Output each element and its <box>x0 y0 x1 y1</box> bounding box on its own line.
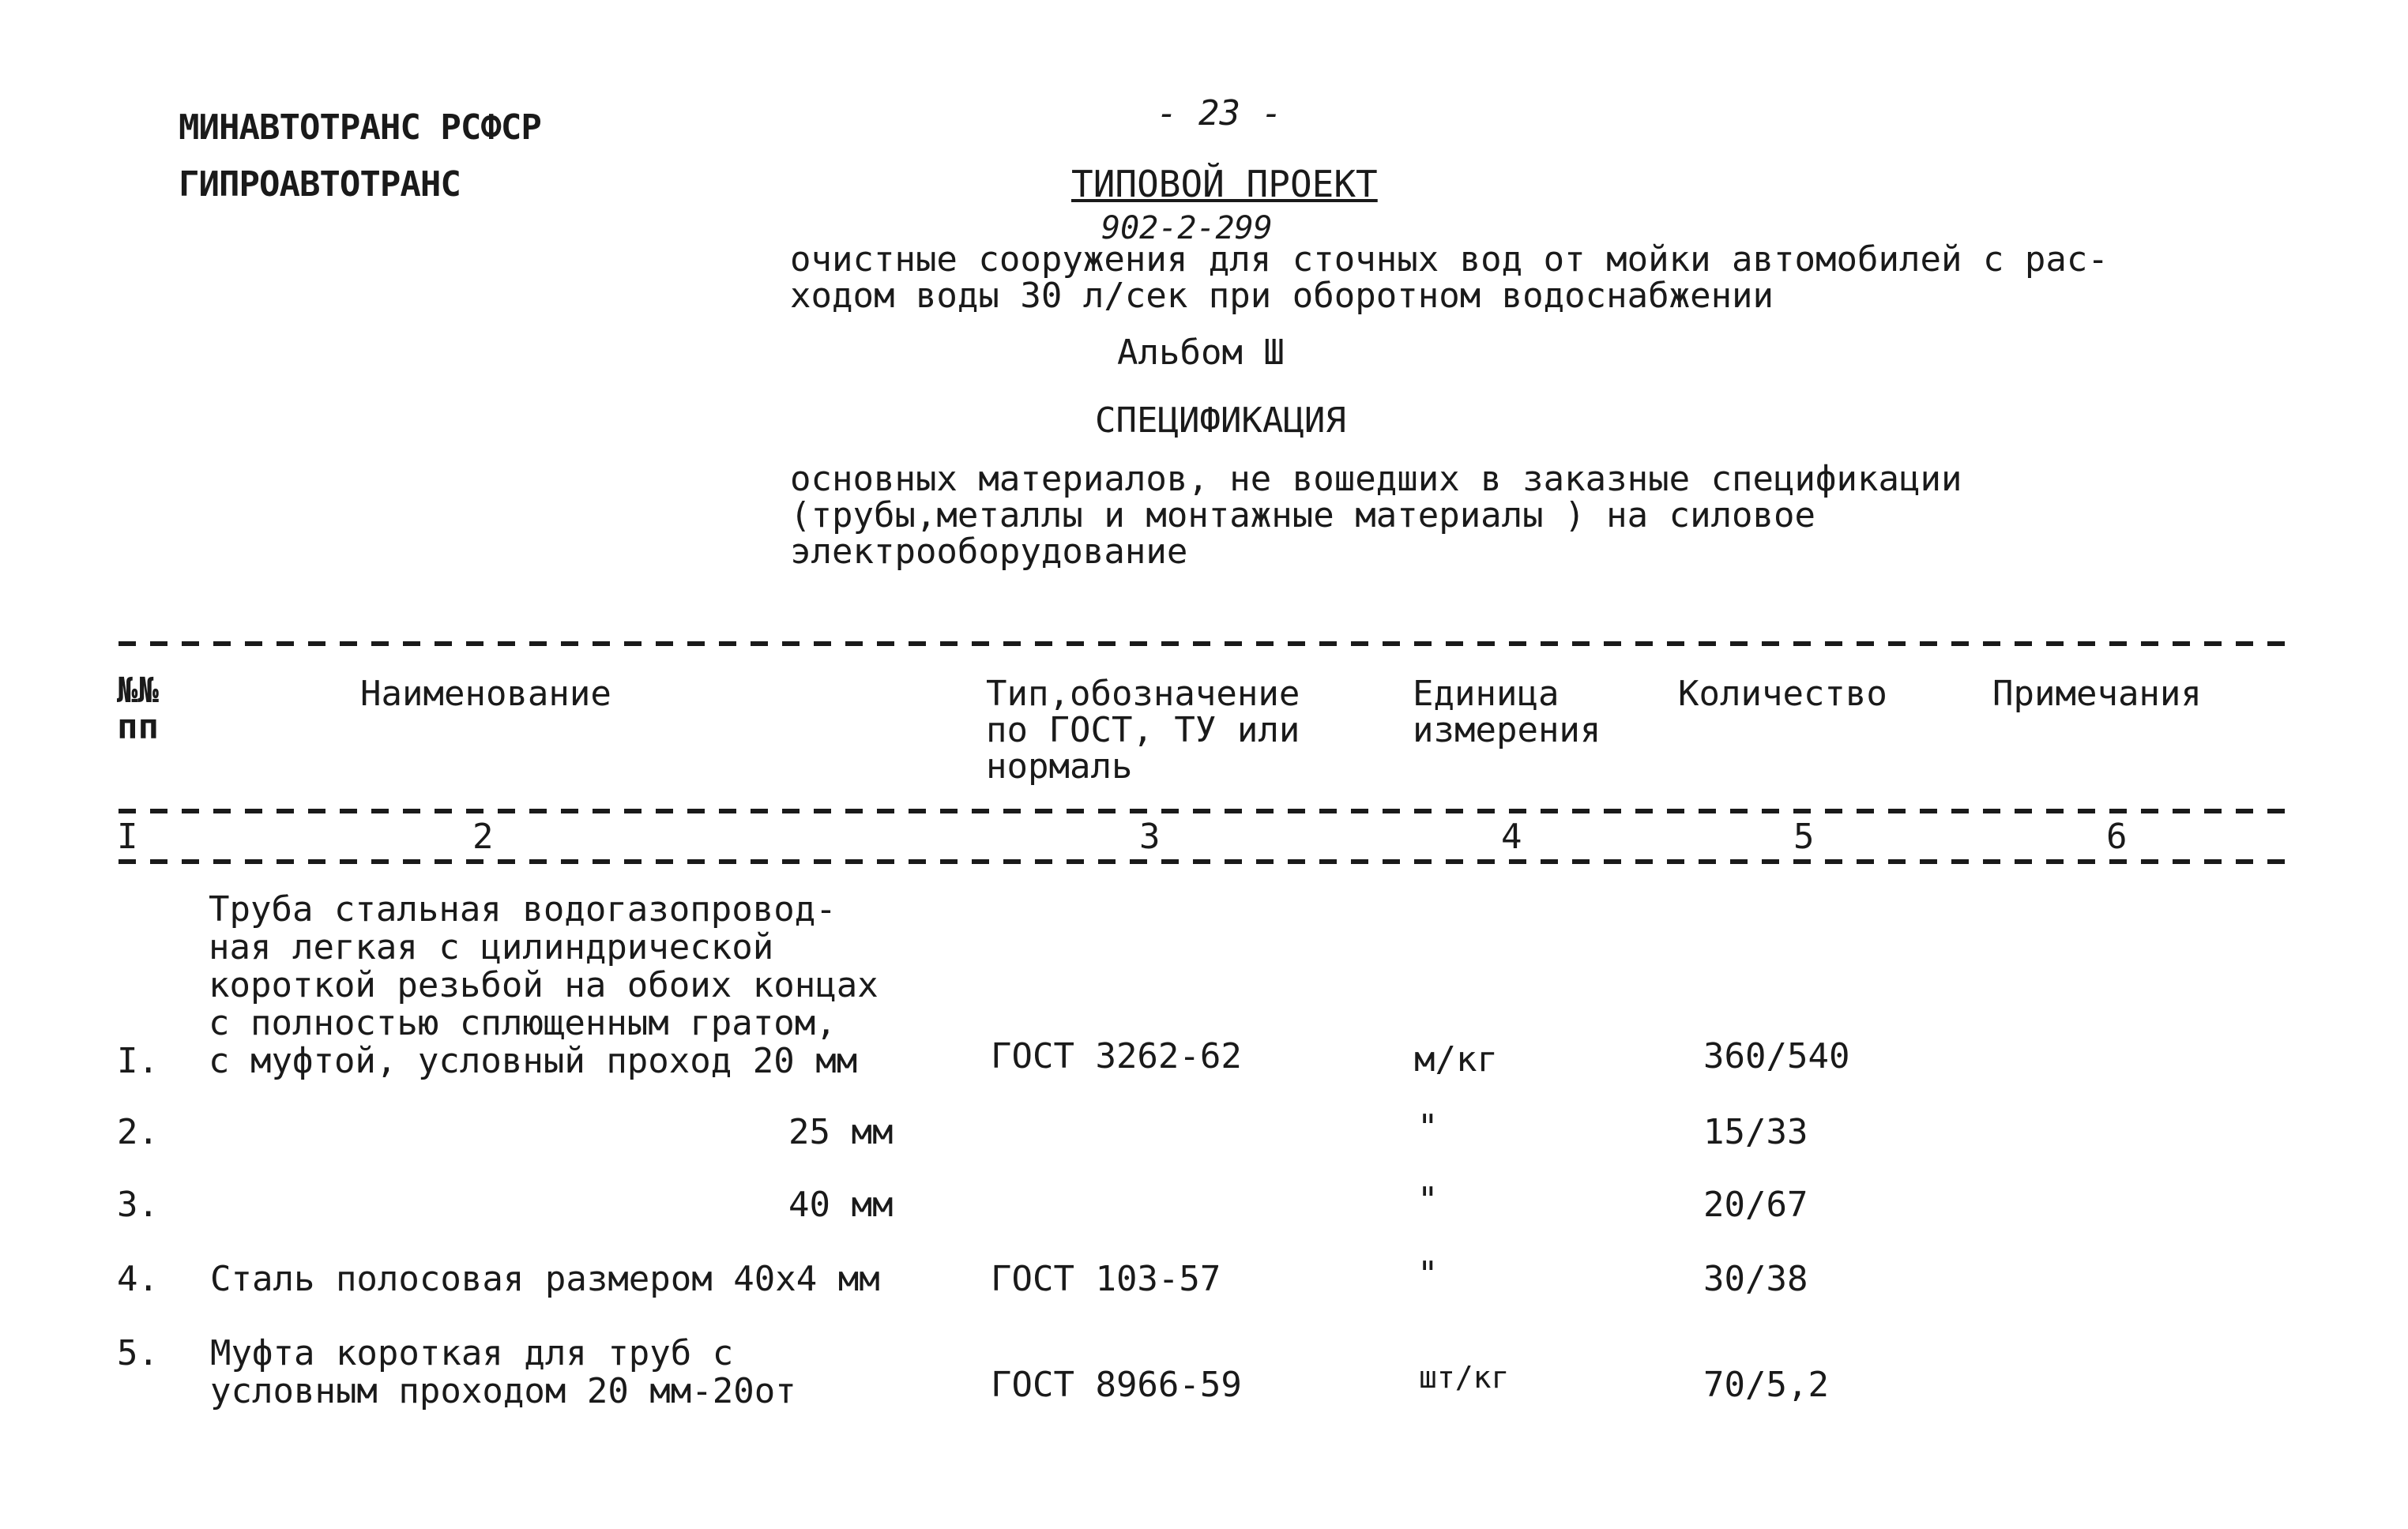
table-header-rule <box>119 809 2286 813</box>
row-4-unit: " <box>1417 1254 1439 1294</box>
row-2-number: 2. <box>117 1112 159 1152</box>
specification-title: СПЕЦИФИКАЦИЯ <box>1095 400 1346 441</box>
column-number-3: 3 <box>1139 817 1161 857</box>
row-4-gost: ГОСТ 103-57 <box>991 1259 1221 1299</box>
project-code: 902-2-299 <box>1101 210 1273 246</box>
specification-line-1: основных материалов, не вошедших в заказные спецификации <box>790 459 1962 499</box>
row-5-name: Муфта короткая для труб с условным проходом 20 мм-20от <box>210 1333 796 1411</box>
row-4-number: 4. <box>117 1259 159 1299</box>
row-5-quantity: 70/5,2 <box>1703 1365 1829 1405</box>
row-4-name: Сталь полосовая размером 40х4 мм <box>210 1259 880 1299</box>
column-number-5: 5 <box>1793 817 1815 857</box>
row-5-gost: ГОСТ 8966-59 <box>991 1365 1242 1405</box>
row-5-number: 5. <box>117 1333 159 1373</box>
row-2-name: 25 мм <box>788 1112 894 1152</box>
header-type: Тип,обозначение по ГОСТ, ТУ или нормаль <box>986 674 1300 787</box>
header-unit: Единица измерения <box>1413 674 1601 750</box>
column-numbers-rule <box>119 859 2286 864</box>
specification-line-2: (трубы,металлы и монтажные материалы ) на силовое <box>790 495 1816 535</box>
project-title: ТИПОВОЙ ПРОЕКТ <box>1071 163 1378 205</box>
column-number-2: 2 <box>472 817 494 857</box>
table-top-rule <box>119 641 2286 646</box>
row-1-number: I. <box>117 1041 159 1081</box>
row-2-unit: " <box>1417 1107 1439 1148</box>
column-number-4: 4 <box>1501 817 1522 857</box>
row-3-number: 3. <box>117 1185 159 1225</box>
column-number-6: 6 <box>2106 817 2128 857</box>
album-label: Альбом Ш <box>1117 332 1285 373</box>
row-1-quantity: 360/540 <box>1703 1036 1850 1076</box>
row-1-gost: ГОСТ 3262-62 <box>991 1036 1242 1076</box>
description-line-1: очистные сооружения для сточных вод от мойки автомобилей с рас- <box>790 239 2109 280</box>
header-notes: Примечания <box>1992 674 2202 714</box>
row-5-unit: шт/кг <box>1419 1360 1510 1395</box>
column-number-1: I <box>117 817 138 857</box>
header-name: Наименование <box>360 674 611 714</box>
row-3-name: 40 мм <box>788 1185 894 1225</box>
header-number: №№ пп <box>117 671 159 747</box>
specification-line-3: электрооборудование <box>790 532 1188 572</box>
row-1-name: Труба стальная водогазопровод- ная легкая с цилиндрической короткой резьбой на обоих концах с полностью сплющенным гратом, с муфтой, условный проход 20 мм <box>209 889 879 1081</box>
row-3-unit: " <box>1417 1180 1439 1220</box>
institute-name: ГИПРОАВТОТРАНС <box>179 164 461 205</box>
row-1-unit: м/кг <box>1414 1039 1498 1080</box>
page-number: - 23 - <box>1157 93 1282 133</box>
organization-name: МИНАВТОТРАНС РСФСР <box>179 107 541 148</box>
description-line-2: ходом воды 30 л/сек при оборотном водоснабжении <box>790 276 1774 316</box>
row-4-quantity: 30/38 <box>1703 1259 1808 1299</box>
header-quantity: Количество <box>1678 674 1887 714</box>
row-3-quantity: 20/67 <box>1703 1185 1808 1225</box>
row-2-quantity: 15/33 <box>1703 1112 1808 1152</box>
